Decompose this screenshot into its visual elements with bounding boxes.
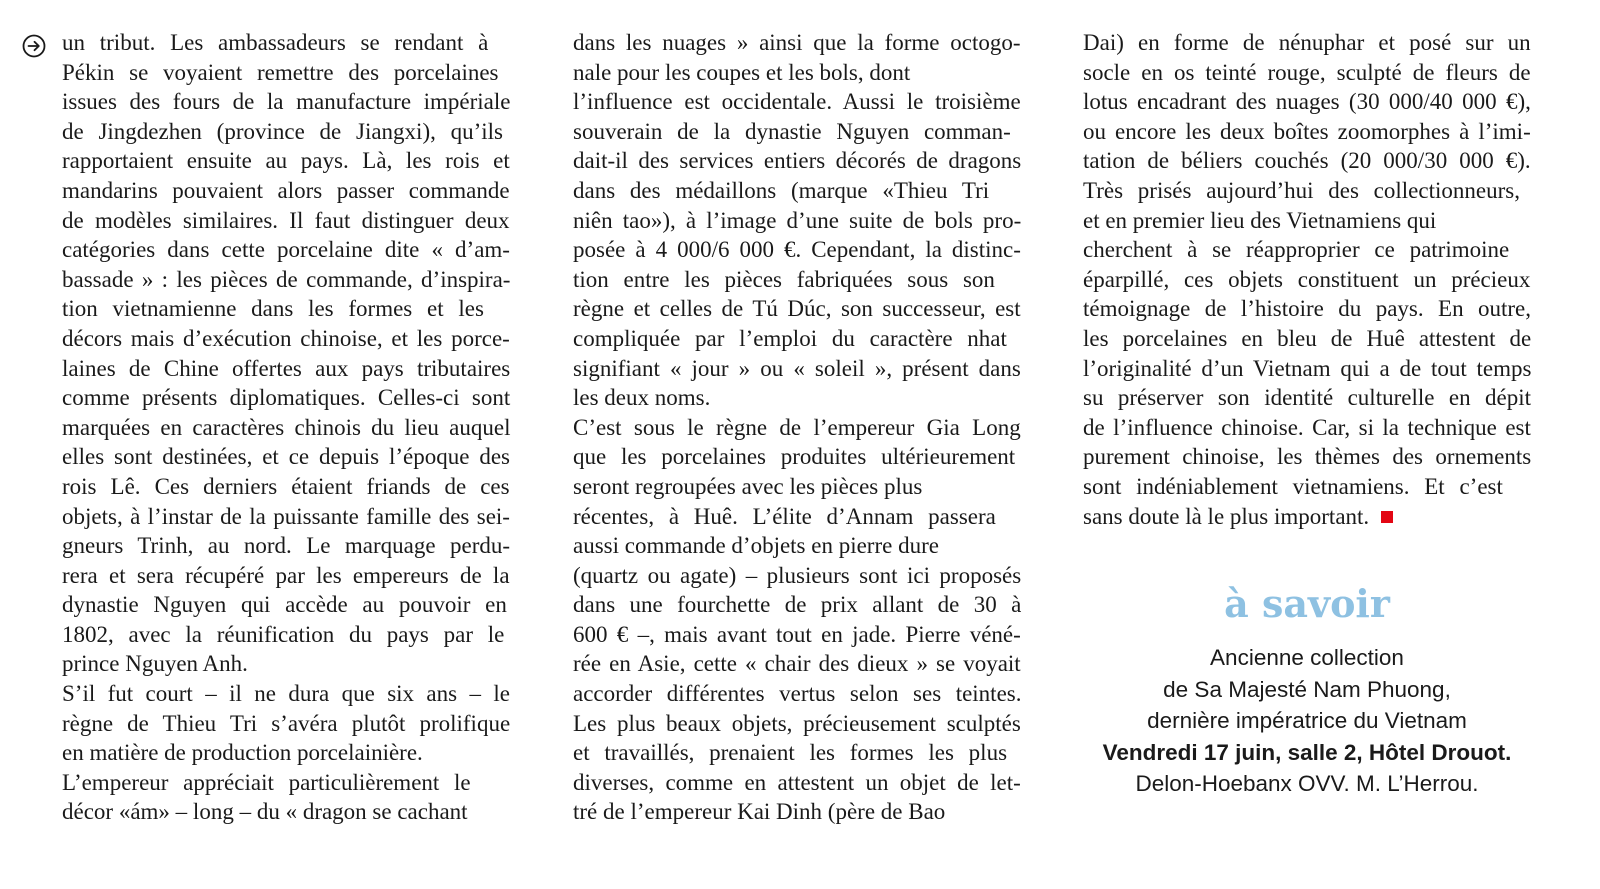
article-text-line: (quartz ou agate) – plusieurs sont ici proposés xyxy=(573,562,1022,588)
article-text-line: en matière de production porcelainière. xyxy=(62,740,423,766)
article-text-line: tion entre les pièces fabriquées sous son xyxy=(573,266,995,292)
article-text-line: mandarins pouvaient alors passer commande xyxy=(62,177,510,203)
article-text-line: rois Lê. Ces derniers étaient friands de ces xyxy=(62,473,510,499)
article-text-line: souverain de la dynastie Nguyen comman- xyxy=(573,118,1011,144)
article-column-2 xyxy=(573,28,1021,827)
article-text-line: aussi commande d’objets en pierre dure xyxy=(573,533,939,559)
article-text-line: diverses, comme en attestent un objet de let- xyxy=(573,769,1021,795)
article-text-line: l’influence est occidentale. Aussi le troisième xyxy=(573,89,1021,115)
article-text-line: de modèles similaires. Il faut distinguer deux xyxy=(62,207,510,233)
article-text-line: Pékin se voyaient remettre des porcelaines xyxy=(62,59,499,85)
article-text-line: récentes, à Huê. L’élite d’Annam passera xyxy=(573,503,996,529)
article-text-line: Très prisés aujourd’hui des collectionneurs, xyxy=(1083,177,1520,203)
article-text-line: dans les nuages » ainsi que la forme octogo- xyxy=(573,30,1021,55)
article-text-line: règne de Thieu Tri s’avéra plutôt prolifique xyxy=(62,710,511,736)
article-text-line: comme présents diplomatiques. Celles-ci sont xyxy=(62,385,511,411)
article-text-line: rée en Asie, cette « chair des dieux » se voyait xyxy=(573,651,1021,677)
article-text-line: lotus encadrant des nuages (30 000/40 000 €), xyxy=(1083,89,1531,115)
article-text-line: accorder différentes vertus selon ses teintes. xyxy=(573,681,1022,707)
article-text-line: dynastie Nguyen qui accède au pouvoir en xyxy=(62,592,507,618)
article-text-line: de Jingdezhen (province de Jiangxi), qu’ils xyxy=(62,118,503,144)
article-text-line: tré de l’empereur Kai Dinh (père de Bao xyxy=(573,799,946,825)
article-text-line: tion vietnamienne dans les formes et les xyxy=(62,296,484,322)
article-text-line: marquées en caractères chinois du lieu auquel xyxy=(62,414,511,440)
article-text-line: ou encore les deux boîtes zoomorphes à l’imi- xyxy=(1083,118,1531,144)
info-line: dernière impératrice du Vietnam xyxy=(1147,708,1467,733)
article-text-line: prince Nguyen Anh. xyxy=(62,651,248,677)
article-text-line: décor «ám» – long – du « dragon se cachant xyxy=(62,799,468,825)
article-text-line: bassade » : les pièces de commande, d’inspira- xyxy=(62,266,511,292)
article-text-line: tation de béliers couchés (20 000/30 000 €). xyxy=(1083,148,1531,174)
article-text-line: L’empereur appréciait particulièrement le xyxy=(62,769,471,795)
article-text-line: rapportaient ensuite au pays. Là, les rois et xyxy=(62,148,510,174)
article-text-line: dans une fourchette de prix allant de 30 à xyxy=(573,592,1022,618)
article-text-line: nale pour les coupes et les bols, dont xyxy=(573,59,911,85)
article-text-line: catégories dans cette porcelaine dite « d’am- xyxy=(62,237,510,263)
article-text-line: su préserver son identité culturelle en dépit xyxy=(1083,385,1531,411)
article-text-line: niên tao»), à l’image d’une suite de bols pro- xyxy=(573,207,1022,233)
info-line: de Sa Majesté Nam Phuong, xyxy=(1163,676,1451,702)
article-text-line: purement chinoise, les thèmes des ornements xyxy=(1083,444,1532,470)
article-text-line: un tribut. Les ambassadeurs se rendant à xyxy=(62,30,489,55)
article-text-line: sont indéniablement vietnamiens. Et c’est xyxy=(1083,473,1503,499)
article-text-line: Les plus beaux objets, précieusement sculptés xyxy=(573,710,1021,736)
article-text-line: règne et celles de Tú Dúc, son successeur, est xyxy=(573,296,1021,322)
article-text-line: l’originalité d’un Vietnam qui a de tout temps xyxy=(1083,355,1532,381)
article-text-line: les porcelaines en bleu de Huê attestent de xyxy=(1083,325,1532,351)
article-text-line: C’est sous le règne de l’empereur Gia Long xyxy=(573,414,1021,440)
arrow-circle-right-icon xyxy=(22,34,46,58)
article-text-line: laines de Chine offertes aux pays tributaires xyxy=(62,355,511,381)
article-text-line: issues des fours de la manufacture impériale xyxy=(62,89,511,115)
article-text-line: de l’influence chinoise. Car, si la technique est xyxy=(1083,414,1531,440)
article-text-line: objets, à l’instar de la puissante famille des sei- xyxy=(62,503,510,529)
article-text-line: 1802, avec la réunification du pays par le xyxy=(62,621,505,647)
article-text-line: elles sont destinées, et ce depuis l’époque des xyxy=(62,444,510,470)
article-text-line: socle en os teinté rouge, sculpté de fleurs de xyxy=(1083,59,1531,85)
end-of-article-mark xyxy=(1381,511,1393,523)
article-text-line: gneurs Trinh, au nord. Le marquage perdu- xyxy=(62,533,511,559)
article-text-line: les deux noms. xyxy=(573,385,711,411)
article-text-line: 600 € –, mais avant tout en jade. Pierre véné- xyxy=(573,621,1021,647)
article-column-1 xyxy=(62,28,510,827)
article-text-line: rera et sera récupéré par les empereurs de la xyxy=(62,562,510,588)
info-line: Ancienne collection xyxy=(1210,645,1404,670)
article-text-line: que les porcelaines produites ultérieurement xyxy=(573,444,1016,470)
article-text-line: et en premier lieu des Vietnamiens qui xyxy=(1083,207,1437,233)
auction-house-line: Delon-Hoebanx OVV. M. L’Herrou. xyxy=(1135,771,1479,796)
article-text-line: cherchent à se réapproprier ce patrimoine xyxy=(1083,237,1510,263)
article-column-3 xyxy=(1083,28,1531,531)
article-text-line: S’il fut court – il ne dura que six ans – le xyxy=(62,681,510,707)
article-text-line: posée à 4 000/6 000 €. Cependant, la distinc- xyxy=(573,237,1021,263)
article-text-line: dait-il des services entiers décorés de dragons xyxy=(573,148,1022,174)
article-text-line: témoignage de l’histoire du pays. En outre, xyxy=(1083,296,1532,322)
article-text-line: signifiant « jour » ou « soleil », présent dans xyxy=(573,355,1021,381)
auction-date-line: Vendredi 17 juin, salle 2, Hôtel Drouot. xyxy=(1102,739,1512,765)
article-text-line: seront regroupées avec les pièces plus xyxy=(573,473,923,499)
article-text-line: décors mais d’exécution chinoise, et les porce- xyxy=(62,325,510,351)
article-text-line: dans des médaillons (marque «Thieu Tri xyxy=(573,177,990,203)
article-text-line: éparpillé, ces objets constituent un précieux xyxy=(1083,266,1531,292)
article-text-line: Dai) en forme de nénuphar et posé sur un xyxy=(1083,30,1531,55)
article-text-line: compliquée par l’emploi du caractère nhat xyxy=(573,325,1007,351)
article-text-line: sans doute là le plus important. xyxy=(1083,502,1531,532)
auction-info-box xyxy=(1083,642,1531,800)
article-text-line: et travaillés, prenaient les formes les plus xyxy=(573,740,1008,766)
a-savoir-heading: à savoir xyxy=(1224,581,1390,626)
